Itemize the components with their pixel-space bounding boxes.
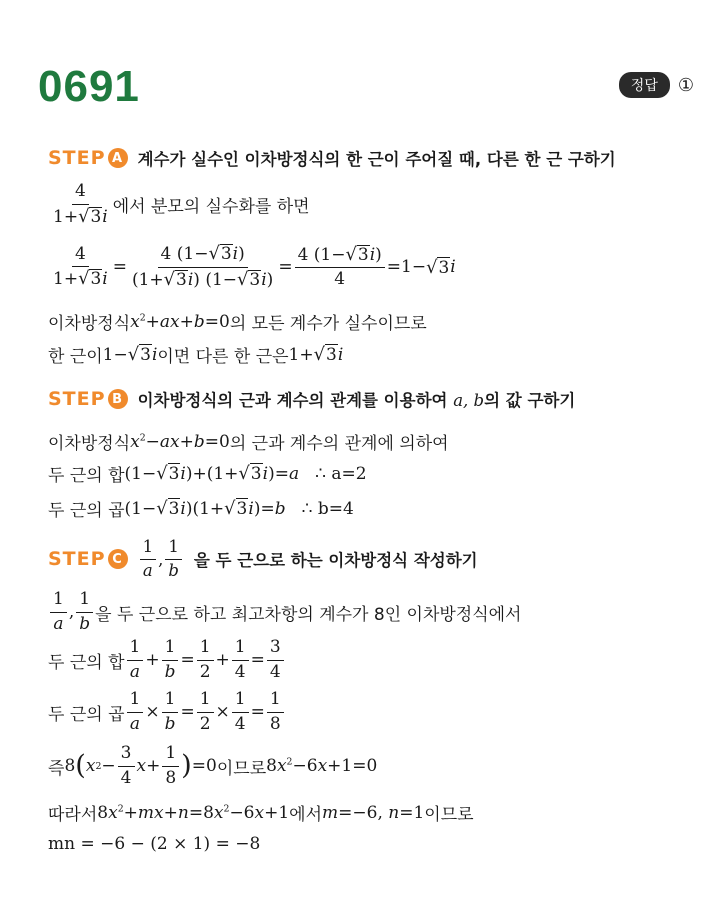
step-c-header: STEP C $\frac{1}{a}$ , $\frac{1}{b}$ 을 두 근으로 하는 이차방정식 작성하기 xyxy=(48,537,478,580)
step-c-title: 을 두 근으로 하는 이차방정식 작성하기 xyxy=(193,551,478,571)
step-b-line-1: 이차방정식 $x^2-ax+b=0$ 의 근과 계수의 관계에 의하여 xyxy=(48,431,449,454)
step-c-line-1: $\frac{1}{a}$ , $\frac{1}{b}$ 을 두 근으로 하고 최고차항의 계수가 8인 이차방정식에서 xyxy=(48,590,521,634)
problem-number: 0691 xyxy=(38,62,140,111)
step-c-product: 두 근의 곱 $\frac{1}{a}$ × $\frac{1}{b}$ = $\frac{1}{2}$ × $\frac{1}{4}$ = $\frac{1}{8}$ xyxy=(48,690,286,734)
step-a-line-1-text: 에서 분모의 실수화를 하면 xyxy=(112,197,310,218)
answer-value: ① xyxy=(677,74,694,96)
step-a-line-4: 한 근이 1− √ 3 i 이면 다른 한 근은 1+ √ 3 i xyxy=(48,344,344,367)
step-b-header xyxy=(48,387,575,411)
step-a-title: 계수가 실수인 이차방정식의 한 근이 주어질 때, 다른 한 근 구하기 xyxy=(137,150,616,169)
step-c-sum: 두 근의 합 $\frac{1}{a}$ + $\frac{1}{b}$ = $\frac{1}{2}$ + $\frac{1}{4}$ = $\frac{3}{4}$ xyxy=(48,638,286,682)
step-c-equation: 즉 8 ( x 2 − $\frac{3}{4}$ x + $\frac{1}{8}$ ) =0 이므로 $8x^2-6x+1=0$ xyxy=(48,743,378,788)
step-c-badge-icon: C xyxy=(108,549,128,569)
step-a-line-2: 4 1+ √ 3 i = 4 (1− √ 3 i) (1+ √ 3 i) (1− √ 3 i) = 4 (1− √ 3 i) 4 =1− √ 3 i xyxy=(53,243,456,290)
step-b-sum: 두 근의 합 (1− √ 3 i)+(1+ √ 3 i)=a ∴ a=2 xyxy=(48,463,367,486)
step-b-product: 두 근의 곱 (1− √ 3 i)(1+ √ 3 i)=b ∴ b=4 xyxy=(48,498,354,521)
answer-box xyxy=(619,72,694,98)
step-a-line-1 xyxy=(48,182,310,227)
step-b-label: STEP B xyxy=(48,388,128,410)
answer-badge: 정답 xyxy=(619,72,670,98)
step-a-label: STEP A xyxy=(48,147,128,169)
step-c-label: STEP C xyxy=(48,548,128,570)
step-a-badge-icon: A xyxy=(108,148,128,168)
step-b-badge-icon: B xyxy=(108,389,128,409)
step-c-compare: 따라서 $8x^2+mx+n=8x^2-6x+1$ 에서 m=−6, n=1 이므로 xyxy=(48,802,474,825)
step-b-title: 이차방정식의 근과 계수의 관계를 이용하여 a, b의 값 구하기 xyxy=(137,391,576,410)
step-c-final: mn = −6 − (2 × 1) = −8 xyxy=(48,834,261,854)
fraction: 4 1+ √ 3 i xyxy=(53,181,108,227)
step-a-line-3: 이차방정식 $x^2+ax+b=0$ 의 모든 계수가 실수이므로 xyxy=(48,311,427,334)
step-a-header xyxy=(48,146,616,170)
